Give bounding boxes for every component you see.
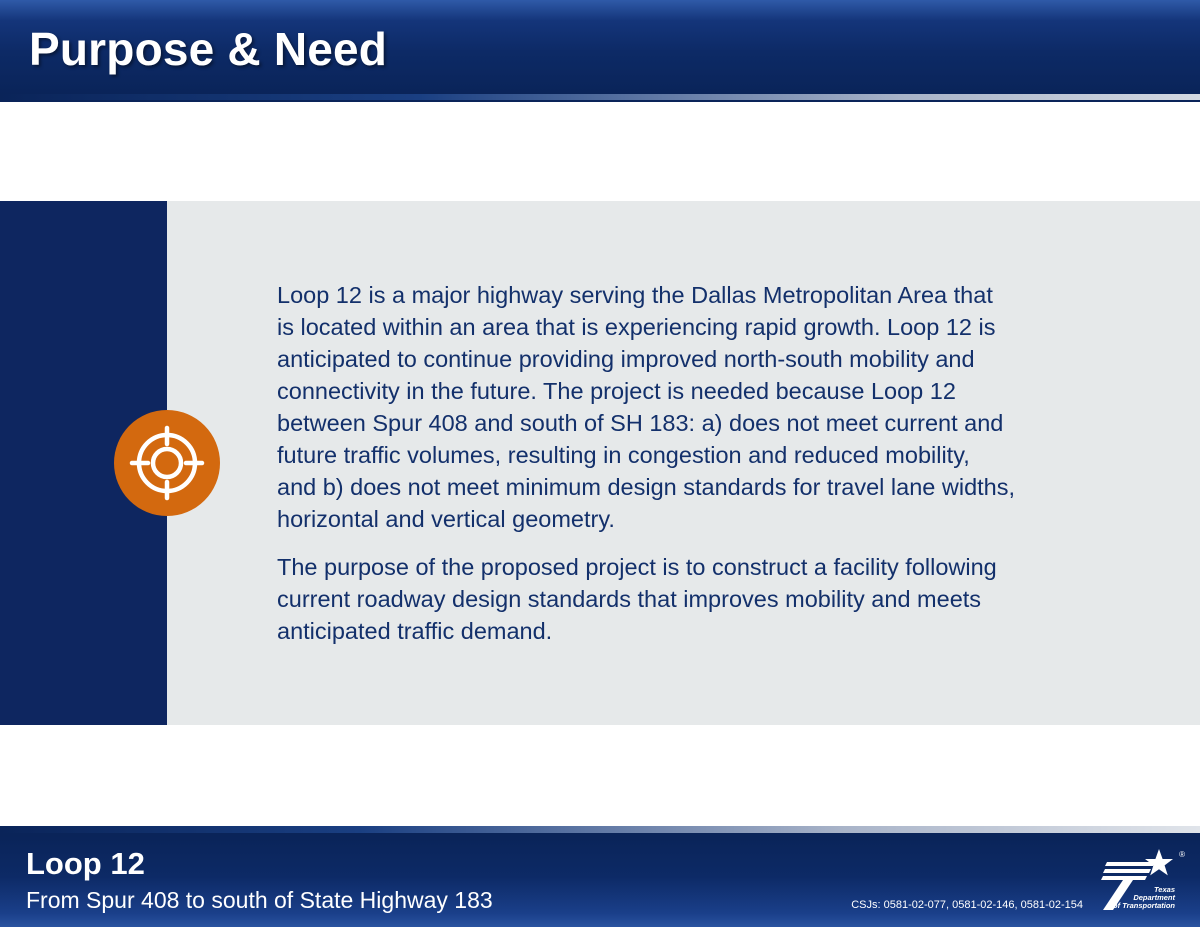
purpose-paragraph: The purpose of the proposed project is to construct a facility following current roadway design standards that improves mobility and meets anticipated traffic demand. (277, 554, 997, 644)
csj-numbers: CSJs: 0581-02-077, 0581-02-146, 0581-02-154 (851, 899, 1083, 911)
target-badge (114, 410, 220, 516)
txdot-logo (1093, 848, 1185, 922)
logo-text-line-1: Texas (1154, 885, 1175, 894)
logo-text-line-3: of Transportation (1113, 901, 1175, 910)
target-crosshair-icon (114, 410, 220, 516)
page-title: Purpose & Need (29, 23, 388, 75)
content-panel (0, 201, 1200, 725)
registered-mark: ® (1179, 850, 1185, 859)
footer-divider (0, 826, 1200, 836)
footer-bar (0, 836, 1200, 927)
logo-text-line-2: Department (1133, 893, 1175, 902)
project-limits: From Spur 408 to south of State Highway 183 (26, 887, 493, 913)
header-divider (0, 94, 1200, 102)
project-name: Loop 12 (26, 846, 145, 881)
header-bar (0, 0, 1200, 94)
need-paragraph: Loop 12 is a major highway serving the Dallas Metropolitan Area that is located within an area that is experiencing rapid growth. Loop 12 is anticipated to continue providing improved north-south mobility and connectivity in the future. The project is needed because Loop 12 between Spur 408 and south of SH 183: a) does not meet current and future traffic volumes, resulting in congestion and reduced mobility, and b) does not meet minimum design standards for travel lane widths, horizontal and vertical geometry. (277, 282, 1016, 532)
body-text (277, 279, 1137, 647)
